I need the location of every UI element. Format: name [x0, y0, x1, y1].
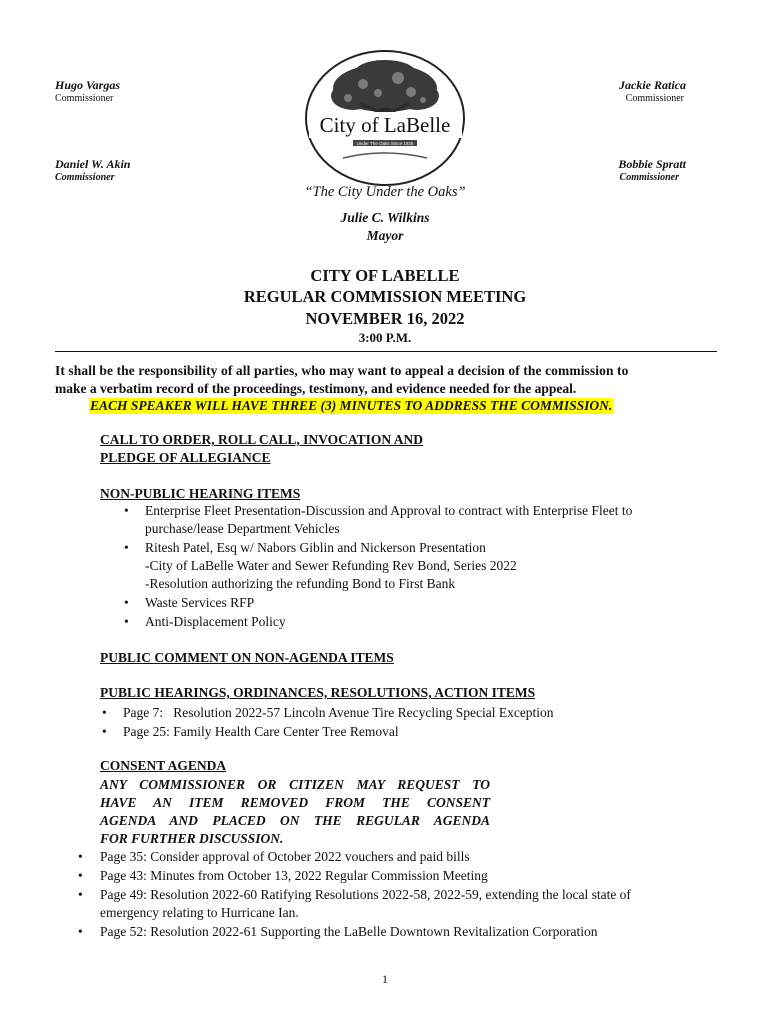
public-hearing-item-2: Page 25: Family Health Care Center Tree Removal [123, 724, 399, 739]
non-public-heading: NON-PUBLIC HEARING ITEMS [100, 486, 301, 501]
appeal-notice-line1: It shall be the responsibility of all parties, who may want to appeal a decision of the commission to [55, 363, 629, 378]
commissioner-role-bottom-right: Commissioner [619, 172, 679, 183]
non-public-item-3: Waste Services RFP [145, 595, 255, 610]
non-public-item-2: Ritesh Patel, Esq w/ Nabors Giblin and Nickerson Presentation [145, 540, 486, 555]
consent-agenda-heading: CONSENT AGENDA [100, 758, 227, 773]
bullet-icon: • [78, 924, 83, 939]
consent-note-line1: ANY COMMISSIONER OR CITIZEN MAY REQUEST TO [100, 777, 490, 792]
public-hearing-item-1: Page 7: Resolution 2022-57 Lincoln Avenue Tire Recycling Special Exception [123, 705, 554, 720]
consent-item-1: Page 35: Consider approval of October 2022 vouchers and paid bills [100, 849, 470, 864]
pledge-heading: PLEDGE OF ALLEGIANCE [100, 450, 271, 465]
header-divider [55, 351, 717, 352]
commissioner-role-top-right: Commissioner [625, 93, 684, 104]
bullet-icon: • [124, 614, 129, 629]
city-seal-logo [303, 48, 468, 188]
commissioner-name-top-left: Hugo Vargas [55, 78, 121, 92]
bullet-icon: • [102, 705, 107, 720]
non-public-item-2-sub2: -Resolution authorizing the refunding Bond to First Bank [145, 576, 456, 591]
logo-text: City of LaBelle [319, 113, 451, 137]
consent-item-3-cont: emergency relating to Hurricane Ian. [100, 905, 299, 920]
non-public-item-2-sub1: -City of LaBelle Water and Sewer Refunding Rev Bond, Series 2022 [145, 558, 517, 573]
bullet-icon: • [102, 724, 107, 739]
non-public-item-1: Enterprise Fleet Presentation-Discussion and Approval to contract with Enterprise Fleet to [145, 503, 633, 518]
commissioner-name-bottom-right: Bobbie Spratt [618, 157, 686, 171]
commissioner-name-top-right: Jackie Ratica [619, 78, 686, 92]
meeting-type: REGULAR COMMISSION MEETING [243, 287, 527, 306]
consent-item-2: Page 43: Minutes from October 13, 2022 Regular Commission Meeting [100, 868, 488, 883]
commissioner-role-bottom-left: Commissioner [55, 172, 115, 183]
appeal-notice-line2: make a verbatim record of the proceedings, testimony, and evidence needed for the appeal. [55, 381, 577, 396]
bullet-icon: • [78, 868, 83, 883]
bullet-icon: • [78, 887, 83, 902]
commissioner-name-bottom-left: Daniel W. Akin [55, 157, 131, 171]
non-public-item-1-cont: purchase/lease Department Vehicles [145, 521, 340, 536]
logo-ribbon: Under The Oaks Since 1925 [356, 141, 414, 146]
meeting-date: NOVEMBER 16, 2022 [305, 309, 465, 328]
page-number: 1 [382, 972, 388, 986]
mayor-name: Julie C. Wilkins [340, 210, 430, 225]
consent-item-3: Page 49: Resolution 2022-60 Ratifying Resolutions 2022-58, 2022-59, extending the local state of [100, 887, 631, 902]
public-comment-heading: PUBLIC COMMENT ON NON-AGENDA ITEMS [100, 650, 394, 665]
consent-note-line2: HAVE AN ITEM REMOVED FROM THE CONSENT [100, 795, 490, 810]
commissioner-role-top-left: Commissioner [55, 93, 114, 104]
meeting-city: CITY OF LABELLE [310, 266, 460, 285]
non-public-item-4: Anti-Displacement Policy [145, 614, 286, 629]
bullet-icon: • [78, 849, 83, 864]
city-tagline: “The City Under the Oaks” [304, 184, 466, 200]
bullet-icon: • [124, 503, 129, 518]
oak-tree-icon [303, 48, 468, 188]
bullet-icon: • [124, 540, 129, 555]
consent-note-line4: FOR FURTHER DISCUSSION. [100, 831, 284, 846]
speaker-time-notice: EACH SPEAKER WILL HAVE THREE (3) MINUTES TO ADDRESS THE COMMISSION. [90, 398, 613, 413]
consent-note-line3: AGENDA AND PLACED ON THE REGULAR AGENDA [100, 813, 490, 828]
public-hearings-heading: PUBLIC HEARINGS, ORDINANCES, RESOLUTIONS, ACTION ITEMS [100, 685, 536, 700]
bullet-icon: • [124, 595, 129, 610]
meeting-time: 3:00 P.M. [358, 330, 412, 345]
consent-agenda-note [100, 776, 490, 848]
mayor-title: Mayor [366, 228, 404, 243]
call-to-order-heading: CALL TO ORDER, ROLL CALL, INVOCATION AND [100, 432, 424, 447]
consent-item-4: Page 52: Resolution 2022-61 Supporting the LaBelle Downtown Revitalization Corporation [100, 924, 598, 939]
